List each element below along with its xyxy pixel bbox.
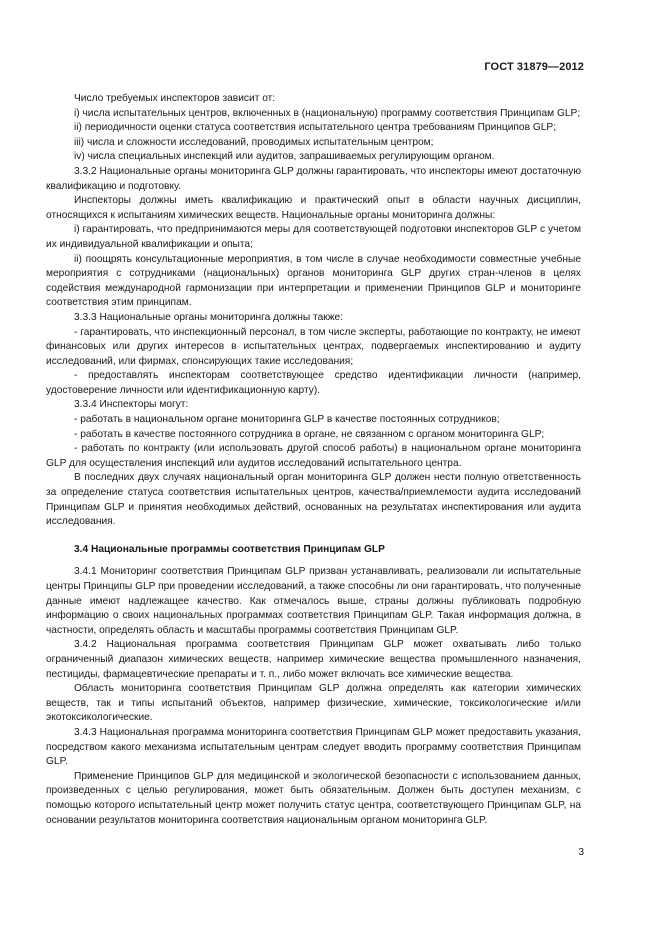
body-text xyxy=(46,92,581,828)
paragraph: 3.3.3 Национальные органы мониторинга должны также: xyxy=(74,311,344,323)
paragraph: - предоставлять инспекторам соответствующее средство идентификации личности (например, удостоверение личности или идентификационную карту). xyxy=(46,370,581,396)
standard-header: ГОСТ 31879—2012 xyxy=(484,61,584,73)
paragraph: - работать в национальном органе мониторинга GLP в качестве постоянных сотрудников; xyxy=(74,414,500,426)
paragraph: Число требуемых инспекторов зависит от: xyxy=(74,93,276,104)
paragraph: Инспекторы должны иметь квалификацию и практический опыт в области научных дисциплин, относящихся к испытаниям химических веществ. Национальные органы мониторинга должны: xyxy=(46,195,581,221)
paragraph: - гарантировать, что инспекционный персонал, в том числе эксперты, работающие по контракту, не имеют финансовых или других интересов в испытательных центрах, подвергаемых инспектированию и аудиту исследований, или фирмах, спонсирующих такие исследования; xyxy=(46,326,581,367)
paragraph: 3.3.4 Инспекторы могут: xyxy=(74,399,189,411)
paragraph: 3.4.1 Мониторинг соответствия Принципам GLP призван устанавливать, реализовали ли испытательные центры Принципы GLP при проведении исследований, а также способны ли они гарантировать, что полученные данные имеют надлежащее качество. Как отмечалось выше, страны должны публиковать подробную информацию о своих национальных программах соответствия Принципам GLP. Такая информация должна, в частности, определять область и масштабы программы соответствия Принципам GLP. xyxy=(46,566,581,636)
paragraph: Применение Принципов GLP для медицинской и экологической безопасности с использованием данных, произведенных с целью регулирования, может быть обязательным. Должен быть доступен механизм, с помощью которого испытательный центр может получить статус центра, соответствующего Принципам GLP, на основании результатов мониторинга соответствия национальным органом мониторинга GLP. xyxy=(46,770,581,826)
paragraph: iv) числа специальных инспекций или аудитов, запрашиваемых регулирующим органом. xyxy=(74,151,495,163)
paragraph: Область мониторинга соответствия Принципам GLP должна определять как категории химических веществ, так и типы испытаний объектов, например физические, химические, токсикологические и/или экотоксикологические. xyxy=(46,683,581,724)
paragraph: - работать по контракту (или использовать другой способ работы) в национальном органе мониторинга GLP для осуществления инспекций или аудитов исследований испытательного центра. xyxy=(46,443,581,469)
paragraph: iii) числа и сложности исследований, проводимых испытательным центром; xyxy=(74,136,434,148)
paragraph: ii) поощрять консультационные мероприятия, в том числе в случае необходимости совместные учебные мероприятия с сотрудниками (национальных) органов мониторинга GLP других стран-членов в целях содействия международной гармонизации при интерпретации и применении Принципов GLP и мониторинге соответствия этим принципам. xyxy=(46,253,581,309)
paragraph: 3.3.2 Национальные органы мониторинга GLP должны гарантировать, что инспекторы имеют достаточную квалификацию и подготовку. xyxy=(46,165,581,192)
section-heading: 3.4 Национальные программы соответствия Принципам GLP xyxy=(74,543,385,555)
paragraph: В последних двух случаях национальный орган мониторинга GLP должен нести полную ответственность за определение статуса соответствия испытательных центров, качества/приемлемости аудита исследований Принципам GLP и принятия необходимых действий, основанных на результатах инспектирования или аудита исследования. xyxy=(46,472,581,528)
page-number: 3 xyxy=(578,847,584,858)
paragraph: - работать в качестве постоянного сотрудника в органе, не связанном с органом мониторинга GLP; xyxy=(74,428,545,440)
paragraph: ii) периодичности оценки статуса соответствия испытательного центра требованиям Принципов GLP; xyxy=(74,122,557,134)
paragraph: i) гарантировать, что предпринимаются меры для соответствующей подготовки инспекторов GLP с учетом их индивидуальной квалификации и опыта; xyxy=(46,224,581,250)
paragraph: i) числа испытательных центров, включенных в (национальную) программу соответствия Принципам GLP; xyxy=(74,107,581,119)
paragraph: 3.4.3 Национальная программа мониторинга соответствия Принципам GLP может предоставить указания, посредством какого механизма испытательным центрам следует вводить программу соответствия Принципам GLP. xyxy=(46,726,581,768)
paragraph: 3.4.2 Национальная программа соответствия Принципам GLP может охватывать либо только ограниченный диапазон химических веществ, например химические вещества промышленного назначения, пестициды, фармацевтические препараты и т. п., либо может включать все химические вещества. xyxy=(46,639,581,680)
